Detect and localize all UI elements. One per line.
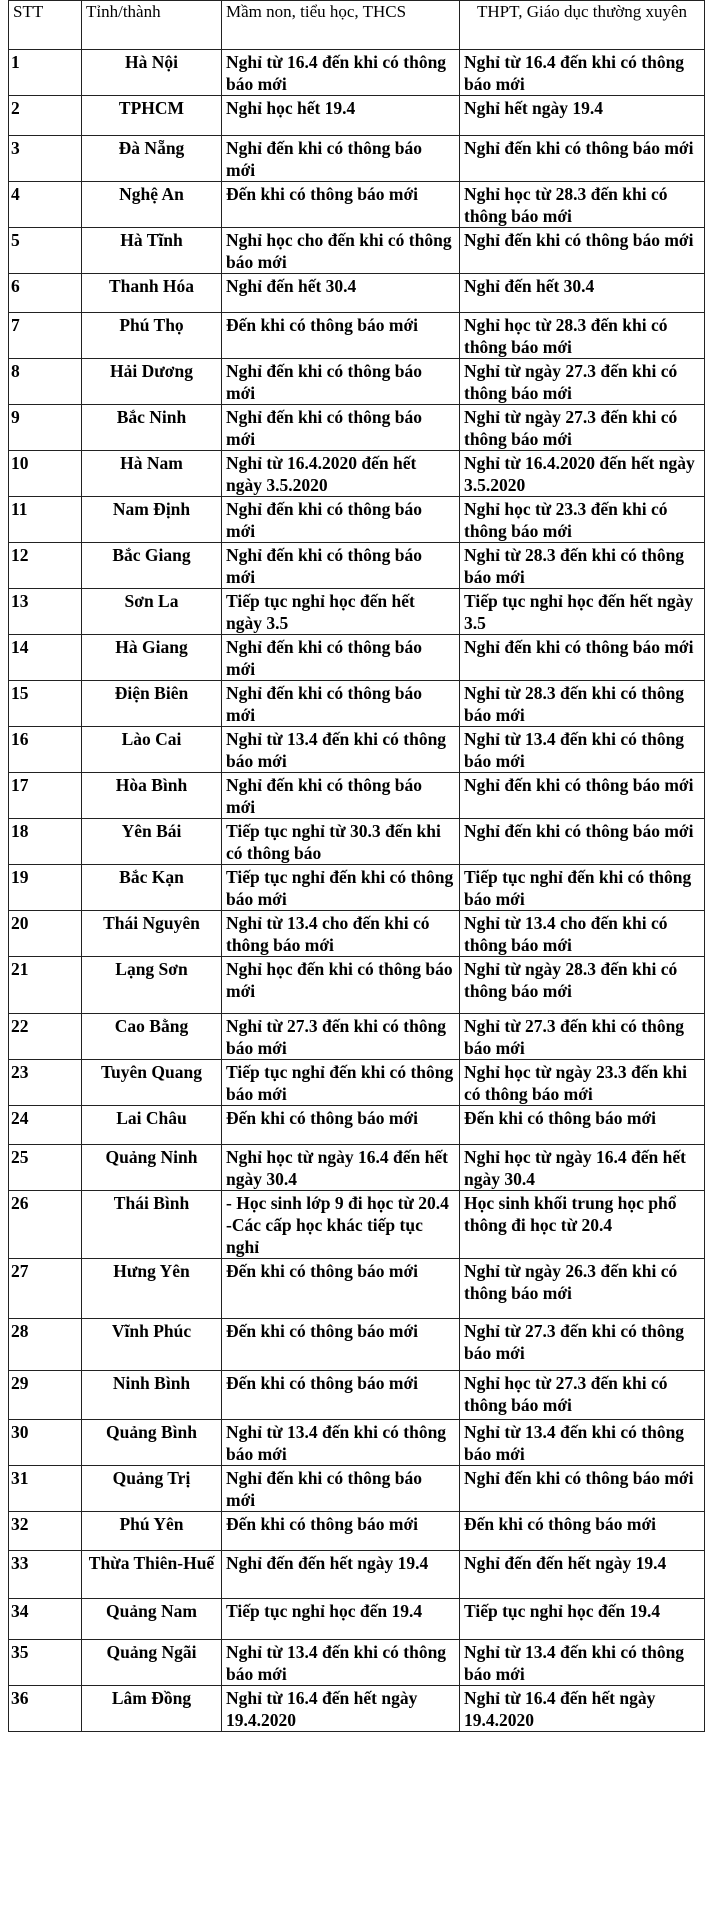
table-row xyxy=(9,1512,705,1551)
secondary-schedule: Nghỉ học từ ngày 23.3 đến khi có thông báo mới xyxy=(460,1060,705,1106)
table-row xyxy=(9,819,705,865)
row-number: 19 xyxy=(9,865,82,911)
secondary-schedule: Nghỉ học từ 23.3 đến khi có thông báo mới xyxy=(460,497,705,543)
secondary-schedule: Nghỉ đến khi có thông báo mới xyxy=(460,635,705,681)
secondary-schedule: Nghỉ học từ ngày 16.4 đến hết ngày 30.4 xyxy=(460,1145,705,1191)
primary-schedule: Nghỉ từ 13.4 đến khi có thông báo mới xyxy=(222,727,460,773)
row-number: 25 xyxy=(9,1145,82,1191)
primary-schedule: Đến khi có thông báo mới xyxy=(222,1106,460,1145)
secondary-schedule: Nghỉ từ 13.4 đến khi có thông báo mới xyxy=(460,1420,705,1466)
row-number: 13 xyxy=(9,589,82,635)
table-row xyxy=(9,865,705,911)
table-row xyxy=(9,589,705,635)
province-name: Đà Nẵng xyxy=(82,136,222,182)
secondary-schedule: Nghỉ từ ngày 26.3 đến khi có thông báo mới xyxy=(460,1259,705,1319)
primary-schedule: Nghỉ từ 13.4 đến khi có thông báo mới xyxy=(222,1420,460,1466)
secondary-schedule: Nghỉ đến đến hết ngày 19.4 xyxy=(460,1551,705,1599)
primary-schedule: Nghỉ đến đến hết ngày 19.4 xyxy=(222,1551,460,1599)
province-name: Điện Biên xyxy=(82,681,222,727)
province-name: Quảng Nam xyxy=(82,1599,222,1640)
table-body xyxy=(9,50,705,1732)
row-number: 31 xyxy=(9,1466,82,1512)
table-row xyxy=(9,1014,705,1060)
table-row xyxy=(9,727,705,773)
province-name: Thừa Thiên-Huế xyxy=(82,1551,222,1599)
secondary-schedule: Nghỉ từ 27.3 đến khi có thông báo mới xyxy=(460,1014,705,1060)
row-number: 28 xyxy=(9,1319,82,1371)
province-name: Thái Bình xyxy=(82,1191,222,1259)
header-primary: Mầm non, tiểu học, THCS xyxy=(222,1,460,50)
secondary-schedule: Nghỉ từ 16.4 đến hết ngày 19.4.2020 xyxy=(460,1686,705,1732)
row-number: 20 xyxy=(9,911,82,957)
province-name: Cao Bằng xyxy=(82,1014,222,1060)
primary-schedule: Nghỉ từ 16.4.2020 đến hết ngày 3.5.2020 xyxy=(222,451,460,497)
row-number: 5 xyxy=(9,228,82,274)
row-number: 29 xyxy=(9,1371,82,1420)
table-row xyxy=(9,405,705,451)
secondary-schedule: Đến khi có thông báo mới xyxy=(460,1512,705,1551)
row-number: 27 xyxy=(9,1259,82,1319)
province-name: Hà Nội xyxy=(82,50,222,96)
province-name: Ninh Bình xyxy=(82,1371,222,1420)
province-name: Quảng Trị xyxy=(82,1466,222,1512)
table-row xyxy=(9,1599,705,1640)
secondary-schedule: Nghỉ từ 28.3 đến khi có thông báo mới xyxy=(460,681,705,727)
row-number: 35 xyxy=(9,1640,82,1686)
primary-schedule: Nghỉ học cho đến khi có thông báo mới xyxy=(222,228,460,274)
secondary-schedule: Nghỉ đến khi có thông báo mới xyxy=(460,228,705,274)
row-number: 10 xyxy=(9,451,82,497)
row-number: 15 xyxy=(9,681,82,727)
province-name: TPHCM xyxy=(82,96,222,136)
primary-schedule: Nghỉ đến khi có thông báo mới xyxy=(222,359,460,405)
primary-schedule: Nghỉ từ 27.3 đến khi có thông báo mới xyxy=(222,1014,460,1060)
province-name: Hưng Yên xyxy=(82,1259,222,1319)
table-row xyxy=(9,543,705,589)
secondary-schedule: Tiếp tục nghỉ học đến 19.4 xyxy=(460,1599,705,1640)
primary-schedule: Nghỉ đến khi có thông báo mới xyxy=(222,497,460,543)
table-header-row xyxy=(9,1,705,50)
province-name: Nam Định xyxy=(82,497,222,543)
table-row xyxy=(9,1466,705,1512)
row-number: 3 xyxy=(9,136,82,182)
primary-schedule: Tiếp tục nghỉ từ 30.3 đến khi có thông báo xyxy=(222,819,460,865)
row-number: 22 xyxy=(9,1014,82,1060)
province-name: Hà Tĩnh xyxy=(82,228,222,274)
province-name: Thái Nguyên xyxy=(82,911,222,957)
primary-schedule: Nghỉ đến khi có thông báo mới xyxy=(222,681,460,727)
province-name: Quảng Bình xyxy=(82,1420,222,1466)
row-number: 8 xyxy=(9,359,82,405)
table-row xyxy=(9,1319,705,1371)
table-row xyxy=(9,313,705,359)
primary-schedule: Nghỉ đến khi có thông báo mới xyxy=(222,773,460,819)
row-number: 36 xyxy=(9,1686,82,1732)
row-number: 6 xyxy=(9,274,82,313)
primary-schedule: Nghỉ từ 16.4 đến khi có thông báo mới xyxy=(222,50,460,96)
primary-schedule: Đến khi có thông báo mới xyxy=(222,182,460,228)
table-row xyxy=(9,1191,705,1259)
row-number: 4 xyxy=(9,182,82,228)
primary-schedule: Đến khi có thông báo mới xyxy=(222,1371,460,1420)
header-province: Tỉnh/thành xyxy=(82,1,222,50)
province-name: Tuyên Quang xyxy=(82,1060,222,1106)
province-name: Phú Yên xyxy=(82,1512,222,1551)
province-name: Bắc Ninh xyxy=(82,405,222,451)
province-name: Hà Giang xyxy=(82,635,222,681)
secondary-schedule: Nghỉ từ 13.4 cho đến khi có thông báo mới xyxy=(460,911,705,957)
table-row xyxy=(9,1371,705,1420)
table-row xyxy=(9,1640,705,1686)
primary-schedule: Nghỉ đến khi có thông báo mới xyxy=(222,136,460,182)
primary-schedule: Tiếp tục nghỉ học đến 19.4 xyxy=(222,1599,460,1640)
secondary-schedule: Nghỉ từ ngày 28.3 đến khi có thông báo mới xyxy=(460,957,705,1014)
province-name: Lâm Đồng xyxy=(82,1686,222,1732)
primary-schedule: Nghỉ từ 13.4 cho đến khi có thông báo mới xyxy=(222,911,460,957)
row-number: 14 xyxy=(9,635,82,681)
primary-schedule: Nghỉ đến khi có thông báo mới xyxy=(222,1466,460,1512)
row-number: 9 xyxy=(9,405,82,451)
table-row xyxy=(9,1551,705,1599)
province-name: Hòa Bình xyxy=(82,773,222,819)
row-number: 17 xyxy=(9,773,82,819)
secondary-schedule: Nghỉ từ 28.3 đến khi có thông báo mới xyxy=(460,543,705,589)
secondary-schedule: Học sinh khối trung học phổ thông đi học từ 20.4 xyxy=(460,1191,705,1259)
province-name: Hải Dương xyxy=(82,359,222,405)
row-number: 12 xyxy=(9,543,82,589)
primary-schedule: Đến khi có thông báo mới xyxy=(222,1512,460,1551)
table-row xyxy=(9,681,705,727)
province-name: Bắc Kạn xyxy=(82,865,222,911)
table-row xyxy=(9,911,705,957)
secondary-schedule: Nghỉ từ 13.4 đến khi có thông báo mới xyxy=(460,1640,705,1686)
table-row xyxy=(9,1145,705,1191)
row-number: 18 xyxy=(9,819,82,865)
province-name: Bắc Giang xyxy=(82,543,222,589)
table-row xyxy=(9,1106,705,1145)
primary-schedule: Tiếp tục nghỉ đến khi có thông báo mới xyxy=(222,865,460,911)
row-number: 26 xyxy=(9,1191,82,1259)
table-row xyxy=(9,182,705,228)
row-number: 33 xyxy=(9,1551,82,1599)
primary-schedule: Đến khi có thông báo mới xyxy=(222,313,460,359)
row-number: 34 xyxy=(9,1599,82,1640)
row-number: 7 xyxy=(9,313,82,359)
primary-schedule: Nghỉ đến khi có thông báo mới xyxy=(222,635,460,681)
secondary-schedule: Nghỉ đến hết 30.4 xyxy=(460,274,705,313)
secondary-schedule: Tiếp tục nghỉ đến khi có thông báo mới xyxy=(460,865,705,911)
table-row xyxy=(9,50,705,96)
table-row xyxy=(9,451,705,497)
table-row xyxy=(9,1686,705,1732)
primary-schedule: Nghỉ đến hết 30.4 xyxy=(222,274,460,313)
secondary-schedule: Nghỉ từ ngày 27.3 đến khi có thông báo mới xyxy=(460,405,705,451)
row-number: 16 xyxy=(9,727,82,773)
province-name: Quảng Ninh xyxy=(82,1145,222,1191)
table-row xyxy=(9,635,705,681)
primary-schedule: Nghỉ học hết 19.4 xyxy=(222,96,460,136)
row-number: 32 xyxy=(9,1512,82,1551)
province-name: Hà Nam xyxy=(82,451,222,497)
secondary-schedule: Nghỉ học từ 28.3 đến khi có thông báo mới xyxy=(460,313,705,359)
primary-schedule: Nghỉ từ 16.4 đến hết ngày 19.4.2020 xyxy=(222,1686,460,1732)
school-closure-table xyxy=(8,0,705,1732)
table-row xyxy=(9,228,705,274)
header-stt: STT xyxy=(9,1,82,50)
province-name: Phú Thọ xyxy=(82,313,222,359)
secondary-schedule: Nghỉ từ 16.4 đến khi có thông báo mới xyxy=(460,50,705,96)
secondary-schedule: Nghỉ từ ngày 27.3 đến khi có thông báo mới xyxy=(460,359,705,405)
row-number: 24 xyxy=(9,1106,82,1145)
province-name: Yên Bái xyxy=(82,819,222,865)
row-number: 1 xyxy=(9,50,82,96)
province-name: Vĩnh Phúc xyxy=(82,1319,222,1371)
province-name: Lạng Sơn xyxy=(82,957,222,1014)
secondary-schedule: Nghỉ đến khi có thông báo mới xyxy=(460,773,705,819)
header-secondary: THPT, Giáo dục thường xuyên xyxy=(460,1,705,50)
secondary-schedule: Đến khi có thông báo mới xyxy=(460,1106,705,1145)
province-name: Lai Châu xyxy=(82,1106,222,1145)
primary-schedule: Đến khi có thông báo mới xyxy=(222,1319,460,1371)
row-number: 21 xyxy=(9,957,82,1014)
table-row xyxy=(9,96,705,136)
province-name: Thanh Hóa xyxy=(82,274,222,313)
secondary-schedule: Nghỉ từ 27.3 đến khi có thông báo mới xyxy=(460,1319,705,1371)
province-name: Lào Cai xyxy=(82,727,222,773)
secondary-schedule: Nghỉ hết ngày 19.4 xyxy=(460,96,705,136)
province-name: Sơn La xyxy=(82,589,222,635)
row-number: 23 xyxy=(9,1060,82,1106)
primary-schedule: - Học sinh lớp 9 đi học từ 20.4 -Các cấp học khác tiếp tục nghỉ xyxy=(222,1191,460,1259)
secondary-schedule: Nghỉ đến khi có thông báo mới xyxy=(460,819,705,865)
secondary-schedule: Nghỉ đến khi có thông báo mới xyxy=(460,1466,705,1512)
primary-schedule: Tiếp tục nghỉ đến khi có thông báo mới xyxy=(222,1060,460,1106)
secondary-schedule: Nghỉ đến khi có thông báo mới xyxy=(460,136,705,182)
table-row xyxy=(9,1420,705,1466)
table-row xyxy=(9,1259,705,1319)
row-number: 30 xyxy=(9,1420,82,1466)
table-row xyxy=(9,359,705,405)
row-number: 11 xyxy=(9,497,82,543)
primary-schedule: Đến khi có thông báo mới xyxy=(222,1259,460,1319)
table-row xyxy=(9,497,705,543)
province-name: Nghệ An xyxy=(82,182,222,228)
secondary-schedule: Nghỉ từ 13.4 đến khi có thông báo mới xyxy=(460,727,705,773)
primary-schedule: Nghỉ đến khi có thông báo mới xyxy=(222,405,460,451)
table-row xyxy=(9,773,705,819)
secondary-schedule: Nghỉ từ 16.4.2020 đến hết ngày 3.5.2020 xyxy=(460,451,705,497)
secondary-schedule: Tiếp tục nghỉ học đến hết ngày 3.5 xyxy=(460,589,705,635)
primary-schedule: Nghỉ từ 13.4 đến khi có thông báo mới xyxy=(222,1640,460,1686)
primary-schedule: Tiếp tục nghỉ học đến hết ngày 3.5 xyxy=(222,589,460,635)
table-row xyxy=(9,274,705,313)
province-name: Quảng Ngãi xyxy=(82,1640,222,1686)
secondary-schedule: Nghỉ học từ 28.3 đến khi có thông báo mới xyxy=(460,182,705,228)
primary-schedule: Nghỉ học đến khi có thông báo mới xyxy=(222,957,460,1014)
secondary-schedule: Nghỉ học từ 27.3 đến khi có thông báo mới xyxy=(460,1371,705,1420)
table-row xyxy=(9,957,705,1014)
table-row xyxy=(9,136,705,182)
row-number: 2 xyxy=(9,96,82,136)
primary-schedule: Nghỉ học từ ngày 16.4 đến hết ngày 30.4 xyxy=(222,1145,460,1191)
primary-schedule: Nghỉ đến khi có thông báo mới xyxy=(222,543,460,589)
table-row xyxy=(9,1060,705,1106)
